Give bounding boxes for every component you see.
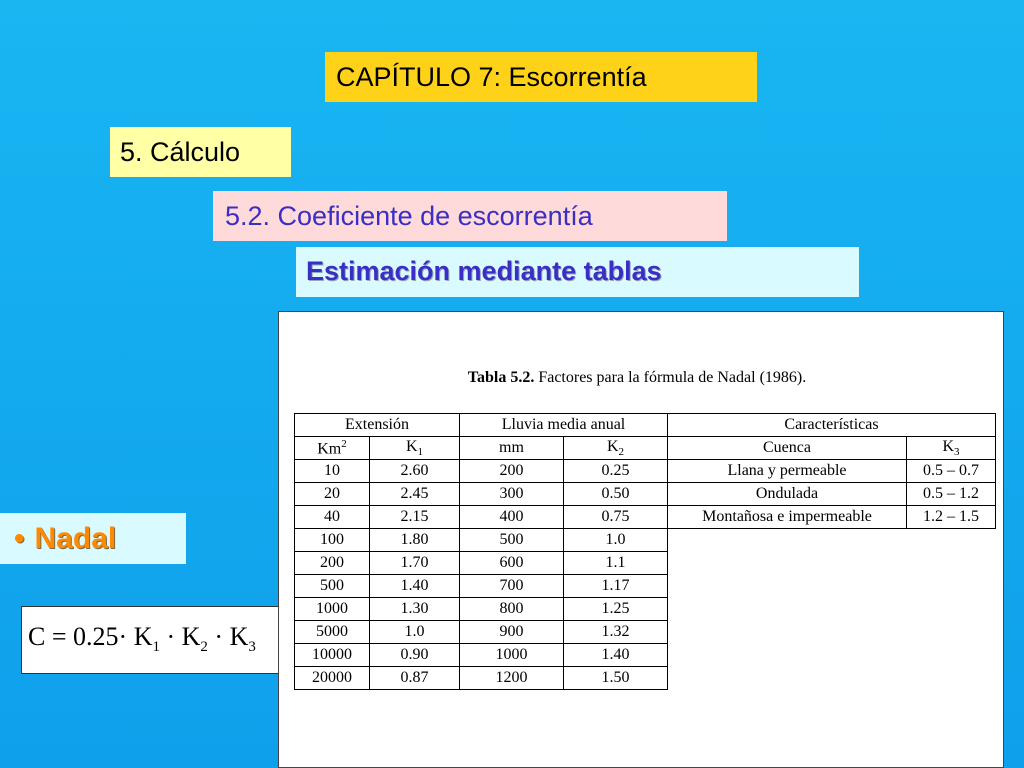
cell-extension-km2: 20000 <box>295 667 370 690</box>
cell-cuenca <box>668 552 907 575</box>
formula-equals: = <box>51 622 67 651</box>
cell-cuenca: Llana y permeable <box>668 460 907 483</box>
table-row <box>295 667 996 690</box>
table-caption: Tabla 5.2. Factores para la fórmula de Nadal (1986). <box>467 369 807 386</box>
cell-k1: 0.87 <box>370 667 460 690</box>
cell-cuenca: Montañosa e impermeable <box>668 506 907 529</box>
cell-extension-km2: 1000 <box>295 598 370 621</box>
cell-rainfall-mm: 200 <box>460 460 564 483</box>
cell-cuenca <box>668 621 907 644</box>
header-k3: $K_3$ <box>907 437 996 460</box>
nadal-label: Nadal <box>34 522 117 555</box>
cell-k1: 2.45 <box>370 483 460 506</box>
cell-extension-km2: 5000 <box>295 621 370 644</box>
formula-dot-3: · <box>214 622 224 651</box>
cell-k2: 1.50 <box>564 667 668 690</box>
table-row <box>295 552 996 575</box>
cell-extension-km2: 10 <box>295 460 370 483</box>
header-extension: Extensión <box>295 414 460 437</box>
cell-k3 <box>907 644 996 667</box>
cell-k2: 1.17 <box>564 575 668 598</box>
cell-extension-km2: 200 <box>295 552 370 575</box>
formula-k3: $K_3$ <box>229 622 256 656</box>
subsection-title: 5.2. Coeficiente de escorrentía <box>213 191 727 241</box>
table-row <box>295 621 996 644</box>
table-row <box>295 575 996 598</box>
cell-k3: 0.5 – 0.7 <box>907 460 996 483</box>
cell-k3 <box>907 529 996 552</box>
header-cuenca: Cuenca <box>668 437 907 460</box>
cell-k1: 1.0 <box>370 621 460 644</box>
header-k2: $K_2$ <box>564 437 668 460</box>
cell-extension-km2: 500 <box>295 575 370 598</box>
formula-k2: $K_2$ <box>181 622 208 656</box>
cell-k3 <box>907 621 996 644</box>
table-group-header-row <box>295 414 996 437</box>
cell-rainfall-mm: 1200 <box>460 667 564 690</box>
cell-cuenca <box>668 598 907 621</box>
cell-rainfall-mm: 600 <box>460 552 564 575</box>
cell-cuenca <box>668 529 907 552</box>
table-row <box>295 460 996 483</box>
cell-k2: 1.40 <box>564 644 668 667</box>
cell-rainfall-mm: 1000 <box>460 644 564 667</box>
cell-k1: 0.90 <box>370 644 460 667</box>
chapter-title: CAPÍTULO 7: Escorrentía <box>325 52 757 102</box>
formula-lhs: C <box>28 622 46 651</box>
cell-k1: 1.70 <box>370 552 460 575</box>
nadal-formula <box>21 606 279 674</box>
cell-rainfall-mm: 300 <box>460 483 564 506</box>
cell-rainfall-mm: 900 <box>460 621 564 644</box>
cell-rainfall-mm: 700 <box>460 575 564 598</box>
cell-extension-km2: 40 <box>295 506 370 529</box>
header-characteristics: Características <box>668 414 996 437</box>
formula-dot-1: · <box>118 622 128 651</box>
cell-k1: 1.40 <box>370 575 460 598</box>
cell-k1: 2.15 <box>370 506 460 529</box>
cell-k3 <box>907 575 996 598</box>
cell-k2: 1.0 <box>564 529 668 552</box>
cell-k1: 2.60 <box>370 460 460 483</box>
cell-cuenca <box>668 575 907 598</box>
table-row <box>295 598 996 621</box>
cell-cuenca <box>668 667 907 690</box>
cell-k2: 1.1 <box>564 552 668 575</box>
header-rainfall: Lluvia media anual <box>460 414 668 437</box>
cell-k2: 1.32 <box>564 621 668 644</box>
cell-extension-km2: 20 <box>295 483 370 506</box>
nadal-bullet-item <box>0 513 186 564</box>
cell-k3: 0.5 – 1.2 <box>907 483 996 506</box>
cell-k2: 1.25 <box>564 598 668 621</box>
formula-dot-2: · <box>166 622 176 651</box>
cell-k2: 0.75 <box>564 506 668 529</box>
table-row <box>295 529 996 552</box>
bullet-icon: • <box>14 522 25 555</box>
cell-k3 <box>907 552 996 575</box>
header-k1: $K_1$ <box>370 437 460 460</box>
cell-k3: 1.2 – 1.5 <box>907 506 996 529</box>
method-title: Estimación mediante tablas <box>296 247 859 297</box>
cell-cuenca <box>668 644 907 667</box>
nadal-factors-table <box>294 413 996 690</box>
cell-k2: 0.25 <box>564 460 668 483</box>
cell-extension-km2: 10000 <box>295 644 370 667</box>
cell-rainfall-mm: 400 <box>460 506 564 529</box>
cell-k1: 1.80 <box>370 529 460 552</box>
cell-k3 <box>907 667 996 690</box>
nadal-table-panel <box>278 311 1004 768</box>
table-row <box>295 644 996 667</box>
cell-extension-km2: 100 <box>295 529 370 552</box>
cell-cuenca: Ondulada <box>668 483 907 506</box>
formula-coefficient: 0.25 <box>73 622 119 651</box>
cell-k3 <box>907 598 996 621</box>
cell-rainfall-mm: 800 <box>460 598 564 621</box>
header-km2: Km$^2$ <box>295 437 370 460</box>
table-row <box>295 506 996 529</box>
cell-rainfall-mm: 500 <box>460 529 564 552</box>
table-sub-header-row <box>295 437 996 460</box>
section-title: 5. Cálculo <box>110 127 291 177</box>
cell-k2: 0.50 <box>564 483 668 506</box>
table-row <box>295 483 996 506</box>
formula-k1: $K_1$ <box>133 622 160 656</box>
header-mm: mm <box>460 437 564 460</box>
cell-k1: 1.30 <box>370 598 460 621</box>
